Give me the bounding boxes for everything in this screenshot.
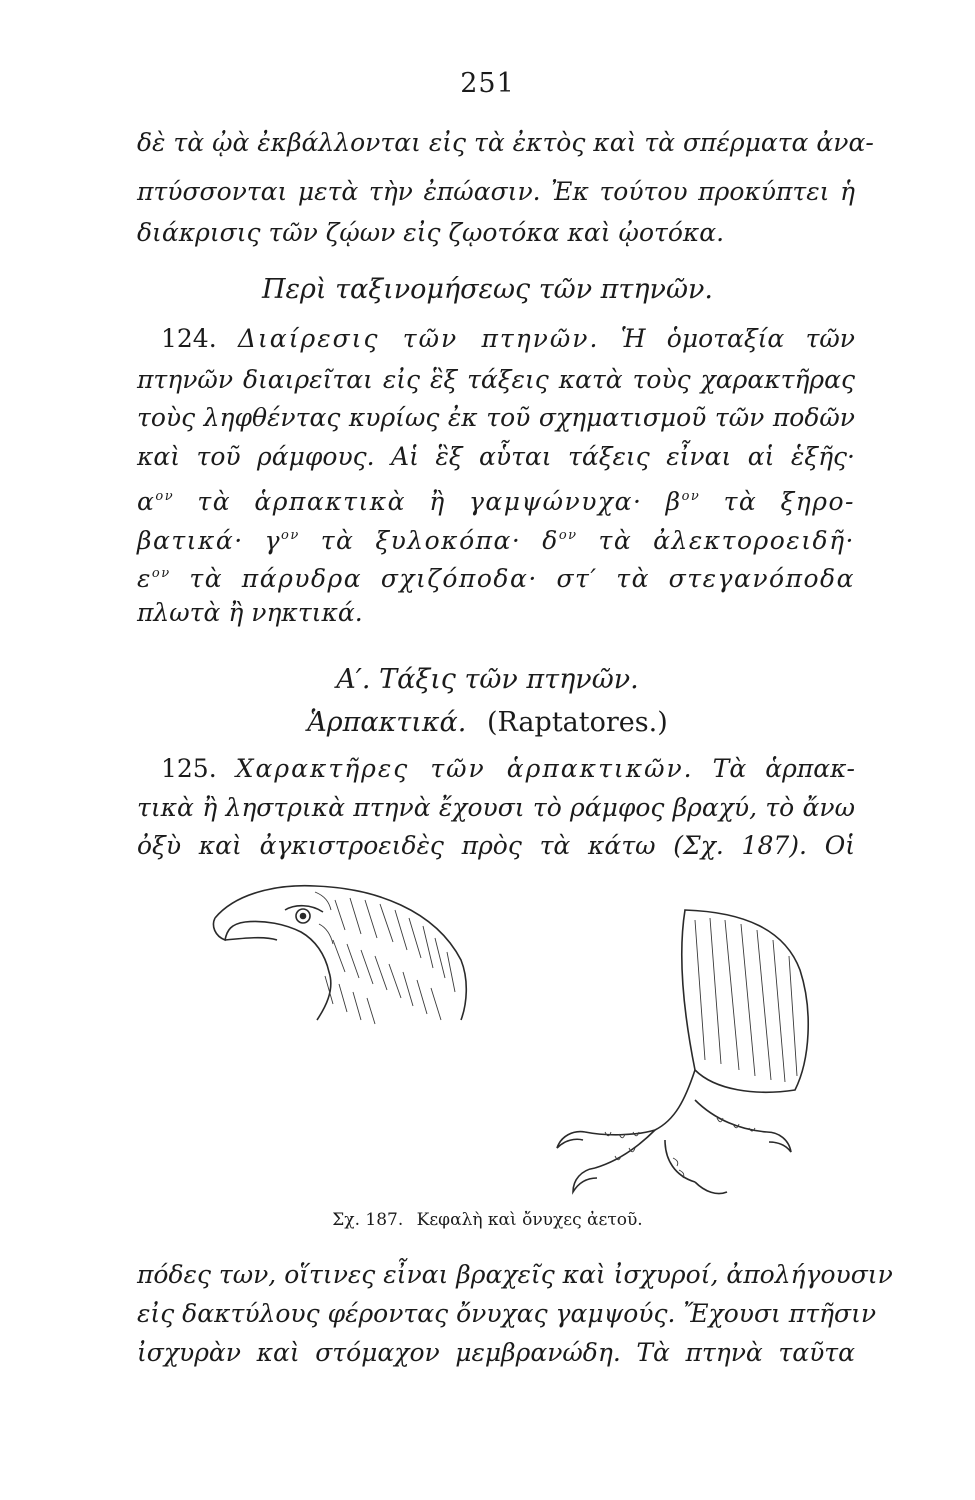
section-heading: Περὶ ταξινομήσεως τῶν πτηνῶν. — [262, 274, 713, 305]
section-title: Διαίρεσις τῶν πτηνῶν. — [237, 324, 600, 353]
subheading-greek: Ἁρπακτικά. — [307, 707, 467, 738]
text-run: τὰ ἁρπακτικὰ ἢ γαμψώνυχα· β — [174, 487, 682, 516]
text-run: βατικά· γ — [137, 526, 282, 555]
ordinal-superscript: ον — [155, 489, 175, 504]
text-line: πτηνῶν διαιρεῖται εἰς ἓξ τάξεις κατὰ τοὺς χαρακτῆρας — [137, 365, 855, 394]
text-run: τὰ ξηρο- — [700, 487, 855, 516]
text-run: α — [137, 487, 156, 516]
text-line: ἰσχυρὰν καὶ στόμαχον μεμβρανώδη. Τὰ πτηνὰ ταῦτα — [137, 1338, 855, 1367]
text-line: ὀξὺ καὶ ἀγκιστροειδὲς πρὸς τὰ κάτω (Σχ. 187). Οἱ — [137, 831, 855, 860]
figure-caption — [0, 1210, 975, 1230]
figure-caption-text: Κεφαλὴ καὶ ὄνυχες ἀετοῦ. — [416, 1210, 643, 1230]
text-run: Τὰ ἁρπακ- — [712, 754, 855, 783]
text-run: τὰ ξυλοκόπα· δ — [299, 526, 559, 555]
text-line: διάκρισις τῶν ζῴων εἰς ζῳοτόκα καὶ ᾠοτόκα. — [137, 218, 725, 247]
text-line — [137, 519, 855, 558]
text-line — [137, 480, 855, 519]
text-line: τικὰ ἢ ληστρικὰ πτηνὰ ἔχουσι τὸ ράμφος βραχύ, τὸ ἄνω — [137, 793, 855, 822]
text-line: εἰς δακτύλους φέροντας ὄνυχας γαμψούς. Ἔχουσι πτῆσιν — [137, 1299, 877, 1328]
text-line: τοὺς ληφθέντας κυρίως ἐκ τοῦ σχηματισμοῦ τῶν ποδῶν — [137, 403, 855, 432]
section-number: 124. — [161, 324, 217, 353]
text-run: τὰ πάρυδρα σχιζόποδα· στ′ τὰ στεγανόποδα — [170, 564, 855, 593]
page-number: 251 — [460, 68, 515, 99]
text-run: τὰ ἀλεκτοροειδῆ· — [577, 526, 855, 555]
text-line — [137, 557, 855, 596]
text-run: Ἡ ὁμοταξία τῶν — [620, 324, 855, 353]
ordinal-superscript: ον — [681, 489, 701, 504]
ordinal-superscript: ον — [558, 528, 578, 543]
text-run: ε — [137, 564, 152, 593]
section-title: Χαρακτῆρες τῶν ἁρπακτικῶν. — [235, 754, 694, 783]
order-heading: Α′. Τάξις τῶν πτηνῶν. — [336, 664, 639, 695]
text-line: δὲ τὰ ᾠὰ ἐκβάλλονται εἰς τὰ ἐκτὸς καὶ τὰ σπέρματα ἀνα- — [137, 128, 874, 157]
paragraph-125-first-line — [137, 752, 855, 786]
paragraph-124-first-line — [137, 322, 855, 356]
text-line: καὶ τοῦ ράμφους. Αἱ ἓξ αὗται τάξεις εἶναι αἱ ἑξῆς· — [137, 442, 855, 471]
text-line: πόδες των, οἵτινες εἶναι βραχεῖς καὶ ἰσχυροί, ἀπολήγουσιν — [137, 1260, 893, 1289]
order-subheading — [0, 707, 975, 738]
section-number: 125. — [161, 754, 217, 783]
ordinal-superscript: ον — [281, 528, 300, 543]
text-line: πτύσσονται μετὰ τὴν ἐπώασιν. Ἐκ τούτου προκύπτει ἡ — [137, 177, 855, 206]
subheading-latin: (Raptatores.) — [486, 707, 668, 738]
eagle-head-drawing-icon — [205, 880, 477, 1030]
ordinal-superscript: ον — [151, 566, 171, 581]
eagle-talon-drawing-icon — [545, 900, 845, 1200]
figure-label: Σχ. 187. — [332, 1210, 404, 1230]
text-line: πλωτὰ ἢ νηκτικά. — [137, 598, 363, 627]
